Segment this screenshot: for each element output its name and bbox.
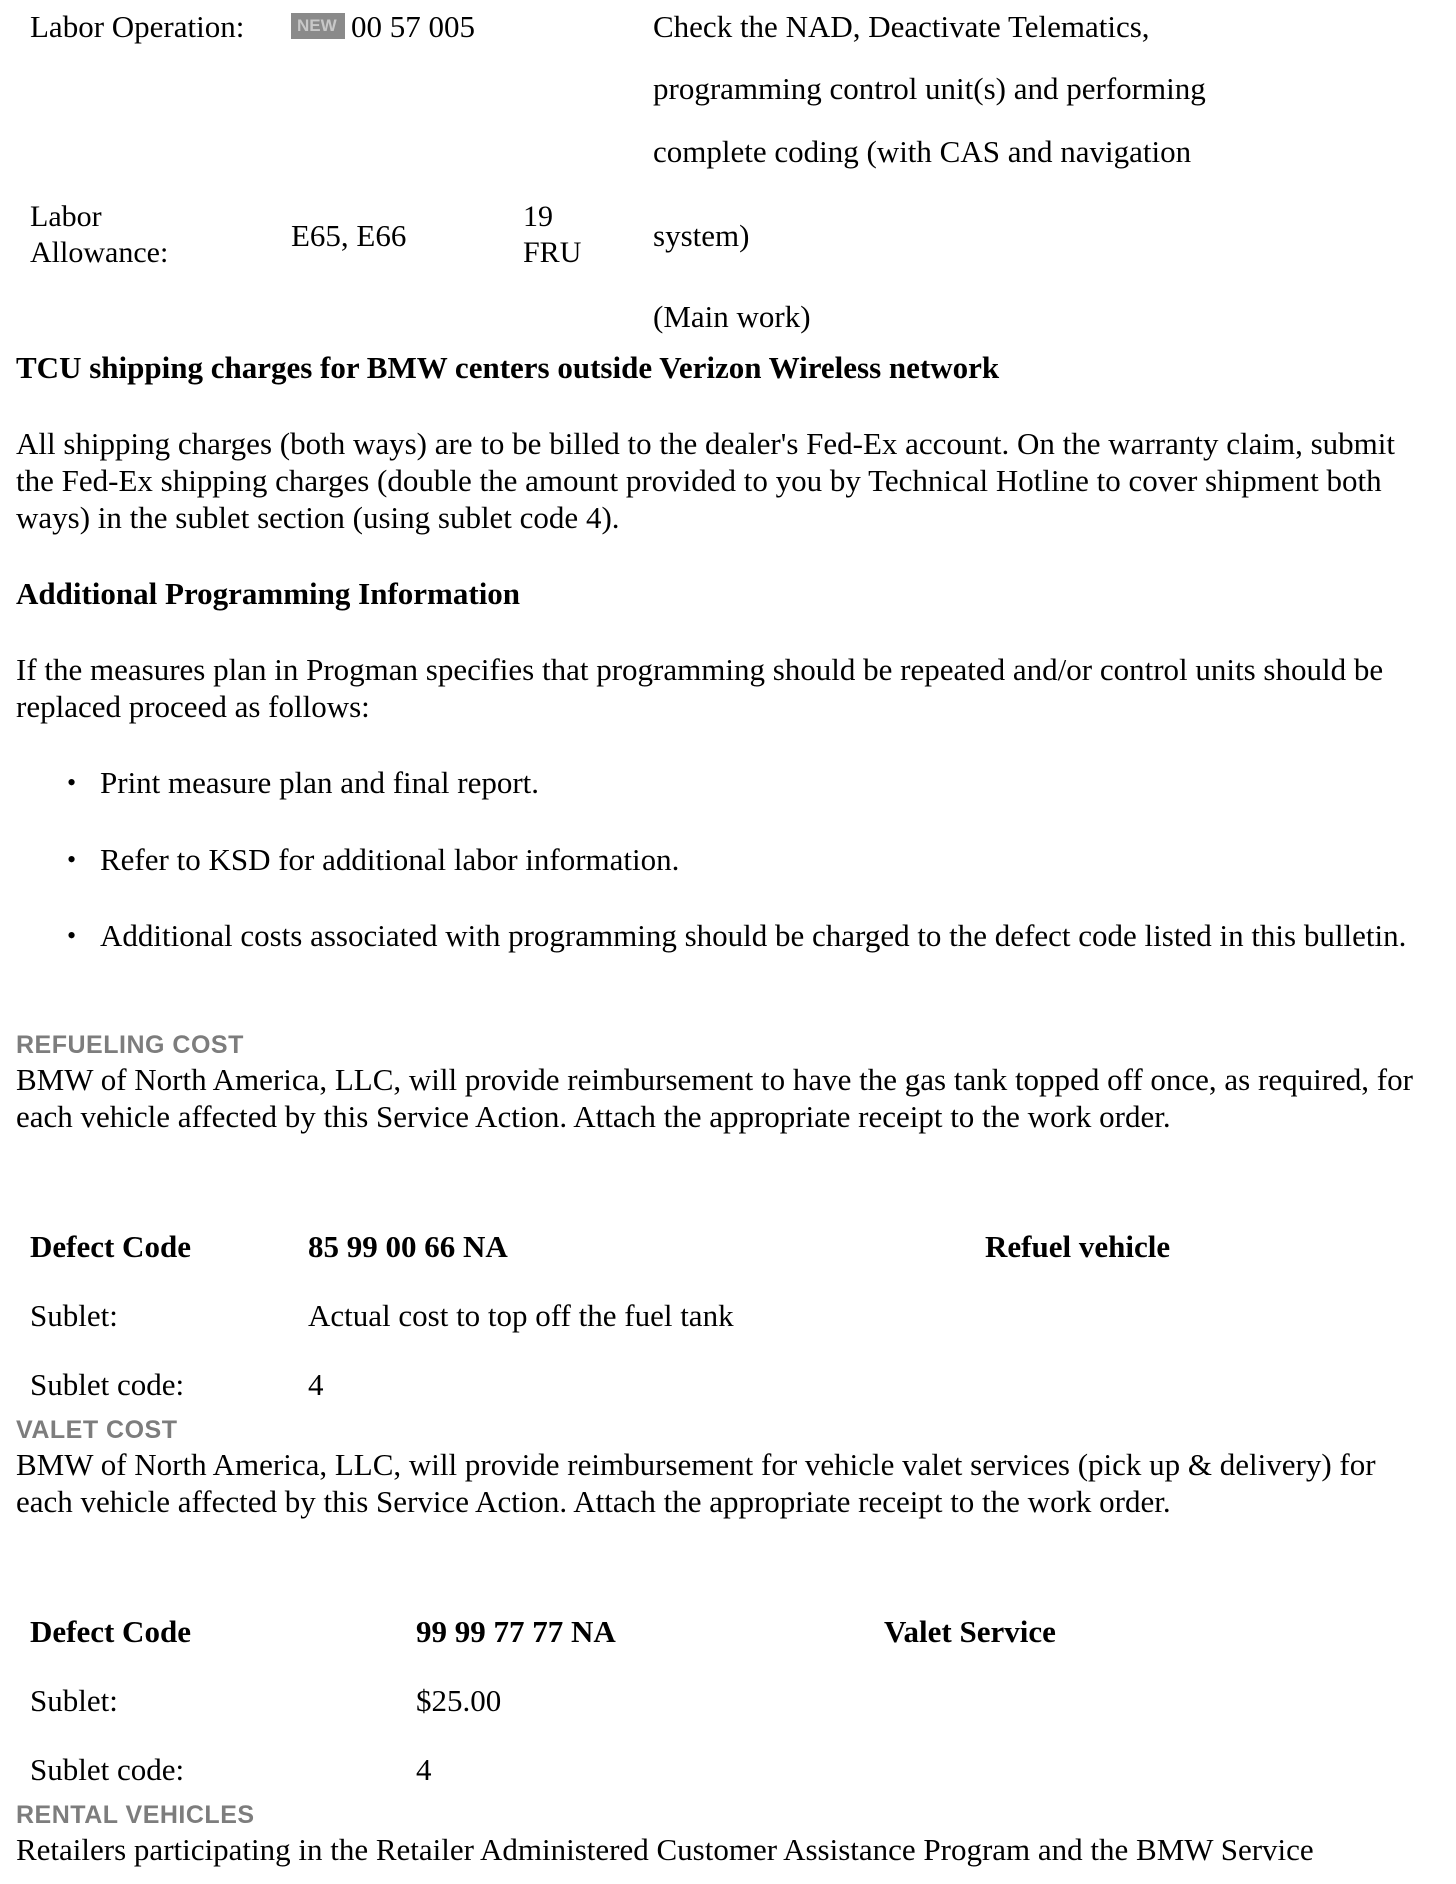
bullet-dot-icon: • [67,921,77,950]
list-item [67,764,1420,801]
labor-description-line-2: programming control unit(s) and performing [653,71,1206,106]
refueling-sublet-value: Actual cost to top off the fuel tank [308,1298,734,1333]
bullet-text: Additional costs associated with programming should be charged to the defect code listed in this bulletin. [100,918,1407,953]
list-item [67,841,1420,878]
refueling-defect-label: Defect Code [30,1229,191,1264]
valet-body: BMW of North America, LLC, will provide reimbursement for vehicle valet services (pick up & delivery) for each vehicle affected by this Service Action. Attach the appropriate receipt to the work order. [16,1447,1376,1519]
rental-section-title: RENTAL VEHICLES [16,1801,255,1829]
bullet-text: Print measure plan and final report. [100,765,540,800]
labor-description-line-3: complete coding (with CAS and navigation [653,134,1192,169]
labor-models: E65, E66 [291,218,407,253]
new-badge-text: NEW [297,16,337,35]
tcu-heading: TCU shipping charges for BMW centers outside Verizon Wireless network [16,350,1000,385]
valet-sublet-code-label: Sublet code: [30,1752,185,1787]
valet-sublet-code-value: 4 [416,1752,432,1787]
labor-operation-code: 00 57 005 [351,9,475,44]
programming-heading: Additional Programming Information [16,576,521,611]
valet-sublet-value: $25.00 [416,1683,502,1718]
valet-sublet-label: Sublet: [30,1683,118,1718]
valet-defect-label: Defect Code [30,1614,191,1649]
rental-body: Retailers participating in the Retailer Administered Customer Assistance Program and the BMW Service [16,1832,1314,1867]
bullet-dot-icon: • [67,845,77,874]
refueling-defect-desc: Refuel vehicle [985,1229,1171,1264]
refueling-defect-code: 85 99 00 66 NA [308,1229,508,1264]
refueling-body: BMW of North America, LLC, will provide reimbursement to have the gas tank topped off once, as required, for each vehicle affected by this Service Action. Attach the appropriate receipt to the work order. [16,1062,1413,1134]
refueling-sublet-label: Sublet: [30,1298,118,1333]
bullet-text: Refer to KSD for additional labor information. [100,842,680,877]
tcu-body: All shipping charges (both ways) are to be billed to the dealer's Fed-Ex account. On the warranty claim, submit the Fed-Ex shipping charges (double the amount provided to you by Technical Hotline to cover shipment both ways) in the sublet section (using sublet code 4). [16,426,1395,535]
labor-description-line-5: (Main work) [653,299,811,334]
labor-fru-value: 19 [523,200,553,233]
labor-description-line-4: system) [653,218,750,253]
programming-intro: If the measures plan in Progman specifies that programming should be repeated and/or control units should be replaced proceed as follows: [16,652,1384,724]
refueling-sublet-code-label: Sublet code: [30,1367,185,1402]
labor-operation-code-cell [291,8,475,45]
refueling-section-title: REFUELING COST [16,1031,244,1059]
labor-allowance-label-line2: Allowance: [30,236,169,269]
new-badge [291,13,345,39]
list-item [67,917,1420,954]
refueling-sublet-code-value: 4 [308,1367,324,1402]
valet-section-title: VALET COST [16,1416,178,1444]
labor-operation-label: Labor Operation: [30,9,245,44]
bullet-dot-icon: • [67,768,77,797]
labor-description-line-1: Check the NAD, Deactivate Telematics, [653,9,1150,44]
labor-allowance-label-line1: Labor [30,200,102,233]
labor-fru-unit: FRU [523,236,582,269]
valet-defect-code: 99 99 77 77 NA [416,1614,616,1649]
valet-defect-desc: Valet Service [884,1614,1056,1649]
